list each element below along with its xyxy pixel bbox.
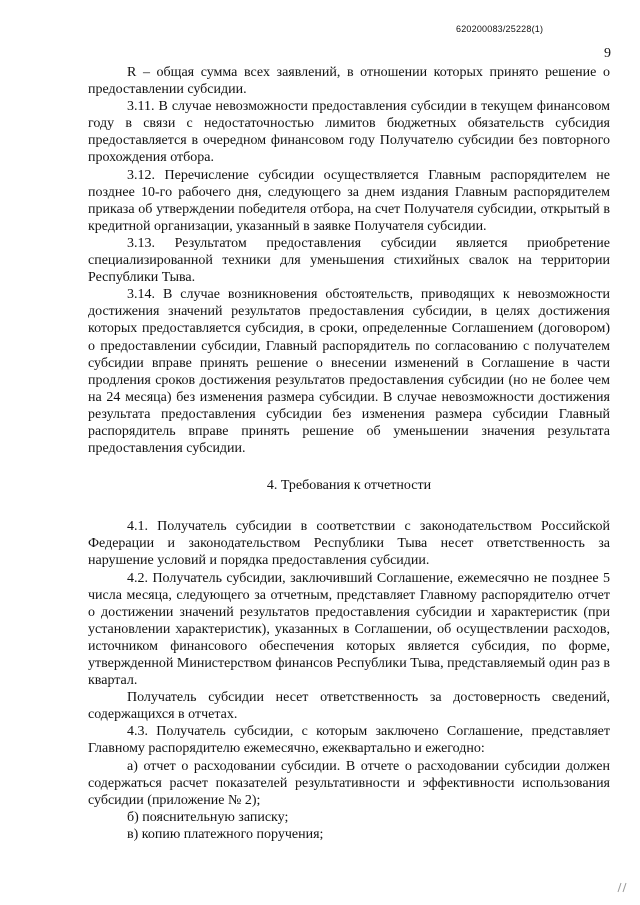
page-number: 9 (604, 46, 611, 61)
paragraph: 3.11. В случае невозможности предоставления субсидии в текущем финансовом году в связи с недостаточностью лимитов бюджетных обязательств субсидия предоставляется в очередном финансовом году Получателю субсидии без повторного прохождения отбора. (88, 99, 610, 166)
paragraph: 4.1. Получатель субсидии в соответствии с законодательством Российской Федерации и законодательством Республики Тыва несет ответственность за нарушение условий и порядка предоставления субсидии. (88, 519, 610, 569)
paragraph: 3.13. Результатом предоставления субсидии является приобретение специализированной техники для уменьшения стихийных свалок на территории Республики Тыва. (88, 235, 610, 286)
paragraph: 3.12. Перечисление субсидии осуществляется Главным распорядителем не позднее 10-го рабочего дня, следующего за днем издания Главным распорядителем приказа об утверждении победителя отбора, на счет Получателя субсидии, открытый в кредитной организации, указанный в заявке Получателя субсидии. (88, 167, 610, 234)
paragraph: б) пояснительную записку; (127, 809, 289, 825)
paragraph: Получатель субсидии несет ответственность за достоверность сведений, содержащихся в отчетах. (88, 690, 610, 723)
paragraph: R – общая сумма всех заявлений, в отношении которых принято решение о предоставлении субсидии. (88, 65, 610, 98)
document-body (88, 64, 610, 843)
paragraph: 4.3. Получатель субсидии, с которым заключено Соглашение, представляет Главному распорядителю ежемесячно, ежеквартально и ежегодно: (88, 724, 610, 757)
section-title: 4. Требования к отчетности (266, 478, 432, 494)
paragraph: 3.14. В случае возникновения обстоятельств, приводящих к невозможности достижения значений результатов предоставления субсидии, в целях достижения которых предоставляется субсидия, в сроки, определенные Соглашением (договором) о предоставлении субсидии, Главный распорядитель по согласованию с получателем субсидии вправе принять решение о внесении изменений в Соглашение в части продления сроков достижения результатов предоставления субсидии (но не более чем на 24 месяца) без изменения размера субсидии. В случае невозможности достижения результата предоставления субсидии без изменения размера субсидии Главный распорядитель вправе принять решение об уменьшении значения результата предоставления субсидии. (88, 287, 610, 457)
paragraph: а) отчет о расходовании субсидии. В отчете о расходовании субсидии должен содержаться расчет показателей результативности и эффективности использования субсидии (приложение № 2); (88, 758, 610, 808)
document-code: 620200083/25228(1) (456, 24, 544, 34)
paragraph: в) копию платежного поручения; (127, 826, 324, 842)
handwritten-mark-icon (616, 880, 630, 897)
paragraph: 4.2. Получатель субсидии, заключивший Соглашение, ежемесячно не позднее 5 числа месяца, следующего за отчетным, представляет Главному распорядителю отчет о достижении значений результатов предоставления субсидии и характеристик (при установлении характеристик), указанных в Соглашении, об осуществлении расходов, источником финансового обеспечения которых является субсидия, по форме, утвержденной Министерством финансов Республики Тыва, представляемый один раз в квартал. (88, 570, 610, 689)
